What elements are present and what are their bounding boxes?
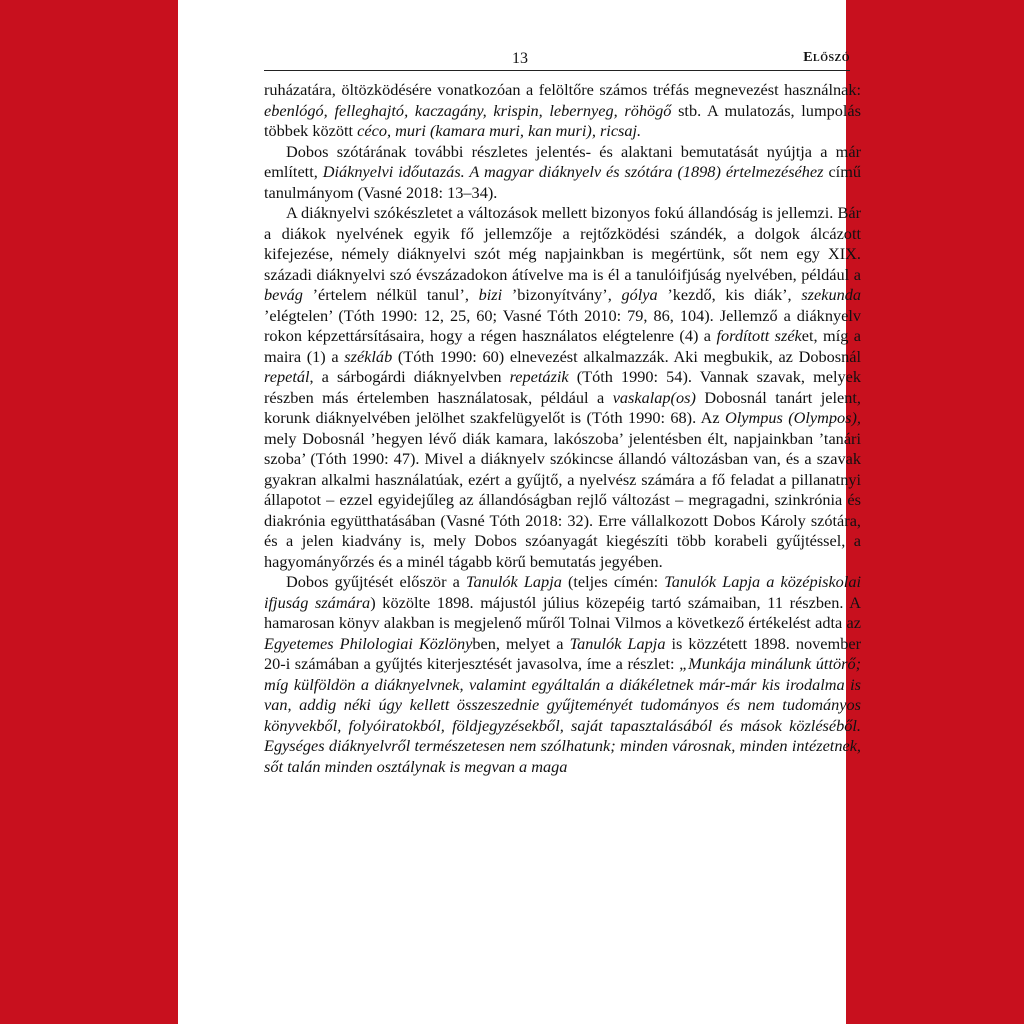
text-run: ) közölte 1898. májustól július közepéig tartó számaiban, 11 részben. A hamarosan könyv alakban is megjelenő műről Tolnai Vilmos a következő értékelést adta az	[264, 592, 861, 632]
italic-text: repetál	[264, 367, 310, 386]
text-run: ’elégtelen’ (Tóth 1990: 12, 25, 60; Vasné Tóth 2010: 79, 86, 104). Jellemző a diáknyelv rokon képzettársításaira, hogy a régen használatos elégtelenre (4) a	[264, 305, 861, 345]
text-run: , a sárbogárdi diáknyelvben	[309, 367, 510, 386]
text-run: mely Dobosnál ’hegyen lévő diák kamara, lakószoba’ jelentésben élt, napjainkban ’tanári szoba’ (Tóth 1990: 47). Mivel a diáknyelv szókincse állandó változásban van, és a szavak gyakran alkalmi használatúak, ezért a gyűjtő, a nyelvész számára a fő feladat a pillanatnyi állapotot – ezzel egyidejűleg az állandóságban rejlő változást – megragadni, szinkrónia és diakrónia együtthatásában (Vasné Tóth 2018: 32). Erre vállalkozott Dobos Károly szótára, és a jelen kiadvány is, mely Dobos szóanyagát kiegészíti több korabeli gyűjtéssel, a hagyományőrzés és a minél tágabb körű bemutatás jegyében.	[264, 428, 861, 571]
italic-text: „Munkája minálunk úttörő; míg külföldön a diáknyelvnek, valamint egyáltalán a diákéletnek már-már kis irodalma is van, addig néki úgy kellett összeszednie gyűjteményét tudományos és nem tudományos könyvekből, folyóiratokból, földjegyzésekből, saját tapasztalásából és mások közléséből. Egységes diáknyelvről természetesen nem szólhatunk; minden városnak, minden intézetnek, sőt talán minden osztálynak is megvan a maga	[264, 654, 862, 776]
header-rule	[264, 70, 850, 71]
text-run: (teljes címén:	[561, 572, 665, 591]
running-head: Előszó	[803, 50, 850, 65]
text-run: Dobos gyűjtését először a	[286, 572, 466, 591]
text-run: ruházatára, öltözködésére vonatkozóan a felöltőre számos tréfás megnevezést használnak:	[264, 80, 861, 99]
italic-text: bevág	[264, 285, 303, 304]
book-page	[178, 0, 862, 1024]
italic-text: Tanulók Lapja	[465, 572, 562, 591]
italic-text: székláb	[344, 346, 393, 366]
paragraph	[264, 203, 861, 572]
italic-text: céco, muri (kamara muri, kan muri), ricsaj.	[357, 121, 642, 140]
text-run: című tanulmányom (Vasné 2018: 13–34).	[264, 162, 861, 202]
text-run: et, míg a maira (1) a	[264, 326, 862, 366]
text-run: ’bizonyítvány’,	[502, 285, 622, 304]
italic-text: Tanulók Lapja	[569, 633, 666, 653]
page-number: 13	[512, 50, 528, 67]
page-header	[264, 50, 850, 70]
paragraph	[264, 572, 861, 777]
text-run: is közzétett 1898. november 20-i számában a gyűjtés kiterjesztését javasolva, íme a részlet:	[264, 633, 861, 673]
text-run: stb. A mulatozás, lumpolás többek között	[264, 100, 861, 140]
text-run: (Tóth 1990: 54). Vannak szavak, melyek részben más értelemben használatosak, például a	[264, 367, 861, 407]
text-run: A diáknyelvi szókészletet a változások mellett bizonyos fokú állandóság is jellemzi. Bár a diákok nyelvének egyik fő jellemzője a rejtőzködési szándék, a dolgok álcázott kifejezése, némely diáknyelvi szót még napjainkban is megértünk, sőt nem egy XIX. századi diáknyelvi szó évszázadokon átívelve ma is él a tanulóifjúság nyelvében, például a	[264, 203, 861, 284]
italic-text: fordított szék	[716, 326, 802, 345]
text-run: ben, melyet a	[472, 633, 570, 653]
paragraph	[264, 80, 861, 142]
italic-text: Tanulók Lapja a középiskolai ifjuság számára	[264, 572, 861, 612]
italic-text: vaskalap(os)	[612, 387, 696, 407]
text-run: ’kezdő, kis diák’,	[657, 285, 802, 304]
italic-text: szekunda	[801, 285, 862, 304]
italic-text: bizi	[478, 285, 503, 304]
italic-text: Diáknyelvi időutazás. A magyar diáknyelv és szótára (1898) értelmezéséhez	[322, 162, 824, 181]
italic-text: repetázik	[509, 367, 569, 386]
text-run: Dobos szótárának további részletes jelentés- és alaktani bemutatását nyújtja a már említett,	[264, 141, 861, 181]
body-text	[264, 80, 861, 777]
italic-text: gólya	[621, 285, 658, 304]
italic-text: Olympus (Olympos),	[724, 408, 861, 427]
paragraph	[264, 142, 861, 204]
text-run: Dobosnál tanárt jelent, korunk diáknyelvében jelölhet szakfelügyelőt is (Tóth 1990: 68). Az	[264, 387, 861, 427]
text-run: ’értelem nélkül tanul’,	[302, 285, 479, 304]
text-run: (Tóth 1990: 60) elnevezést alkalmazzák. Aki megbukik, az Dobosnál	[392, 346, 861, 366]
italic-text: ebenlógó, felleghajtó, kaczagány, krispin, lebernyeg, röhögő	[264, 100, 672, 120]
italic-text: Egyetemes Philologiai Közlöny	[264, 633, 473, 653]
